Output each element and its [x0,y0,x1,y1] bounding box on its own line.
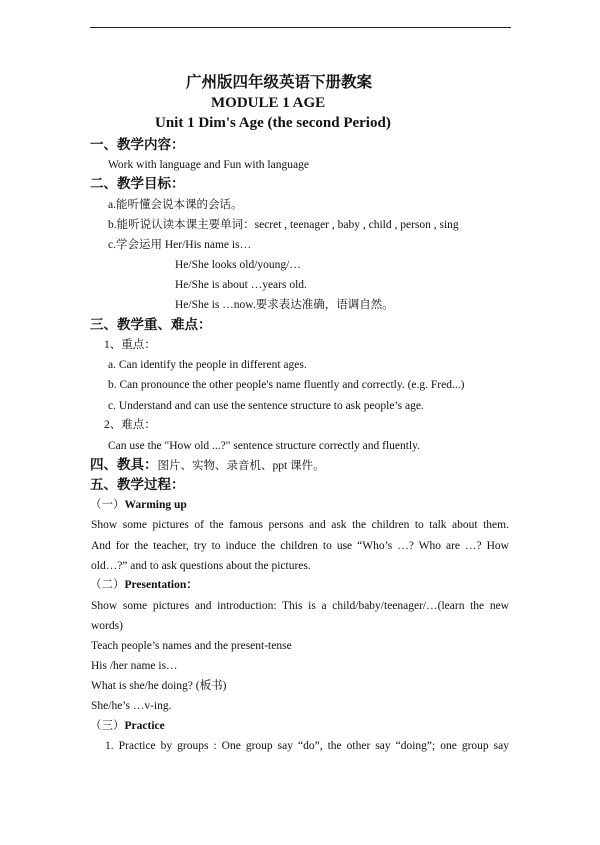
step-1-line-3: old…?” and to ask questions about the pictures. [91,560,311,572]
step-2-line-1: Show some pictures and introduction: This is a child/baby/teenager/…(learn the new [91,600,509,612]
objective-a: a.能听懂会说本课的会话。 [108,199,243,211]
step-3-title: Practice [124,720,165,732]
objective-c: c.学会运用 Her/His name is… [108,239,252,251]
key-point-a: a. Can identify the people in different ages. [108,359,307,371]
section-4-heading: 四、教具： [90,457,158,473]
key-point-c: c. Understand and can use the sentence structure to ask people’s age. [108,400,424,412]
step-2-number: （二） [90,579,125,591]
teaching-aids: 图片、实物、录音机、ppt 课件。 [157,460,325,472]
difficulty-content: Can use the "How old ...?" sentence structure correctly and fluently. [108,440,421,452]
step-3-heading [90,719,165,733]
objective-c-line2: He/She looks old/young/… [175,259,301,271]
step-3-line-1: 1. Practice by groups : One group say “do”, the other say “doing”; one group say [105,740,509,752]
objective-b: b.能听说认读本课主要单词：secret , teenager , baby , child , person , sing [108,219,459,231]
section-4 [90,458,325,473]
step-2-title: Presentation： [124,579,198,591]
step-3-number: （三） [90,720,125,732]
section-2-heading: 二、教学目标： [90,176,185,192]
objective-c-line3: He/She is about …years old. [175,279,307,291]
title-chinese: 广州版四年级英语下册教案 [186,74,373,91]
section-3-heading: 三、教学重、难点： [90,317,212,333]
step-1-number: （一） [90,499,125,511]
step-2-line-6: She/he’s …v-ing. [91,700,172,712]
key-points-label: 1、重点： [104,339,156,351]
key-point-b: b. Can pronounce the other people's name fluently and correctly. (e.g. Fred...) [108,379,465,391]
step-2-line-4: His /her name is… [91,660,178,672]
section-1-heading: 一、教学内容： [90,137,185,153]
step-1-line-1: Show some pictures of the famous persons and ask the children to talk about them. [91,519,509,531]
step-1-title: Warming up [124,499,187,511]
module-title: MODULE 1 AGE [211,95,326,111]
step-2-line-5: What is she/he doing? (板书) [91,680,227,692]
objective-c-line4: He/She is …now.要求表达准确，语调自然。 [175,299,394,311]
step-2-heading [90,578,198,592]
step-2-line-3: Teach people’s names and the present-tense [91,640,292,652]
difficulty-label: 2、难点： [104,419,156,431]
top-rule [90,27,511,28]
step-1-heading [90,498,187,512]
section-5-heading: 五、教学过程： [90,477,185,493]
step-1-line-2: And for the teacher, try to induce the children to use “Who’s …? Who are …? How [91,540,509,552]
step-2-line-2: words) [91,620,123,632]
section-1-content: Work with language and Fun with language [108,159,309,171]
unit-title: Unit 1 Dim's Age (the second Period) [155,115,391,131]
